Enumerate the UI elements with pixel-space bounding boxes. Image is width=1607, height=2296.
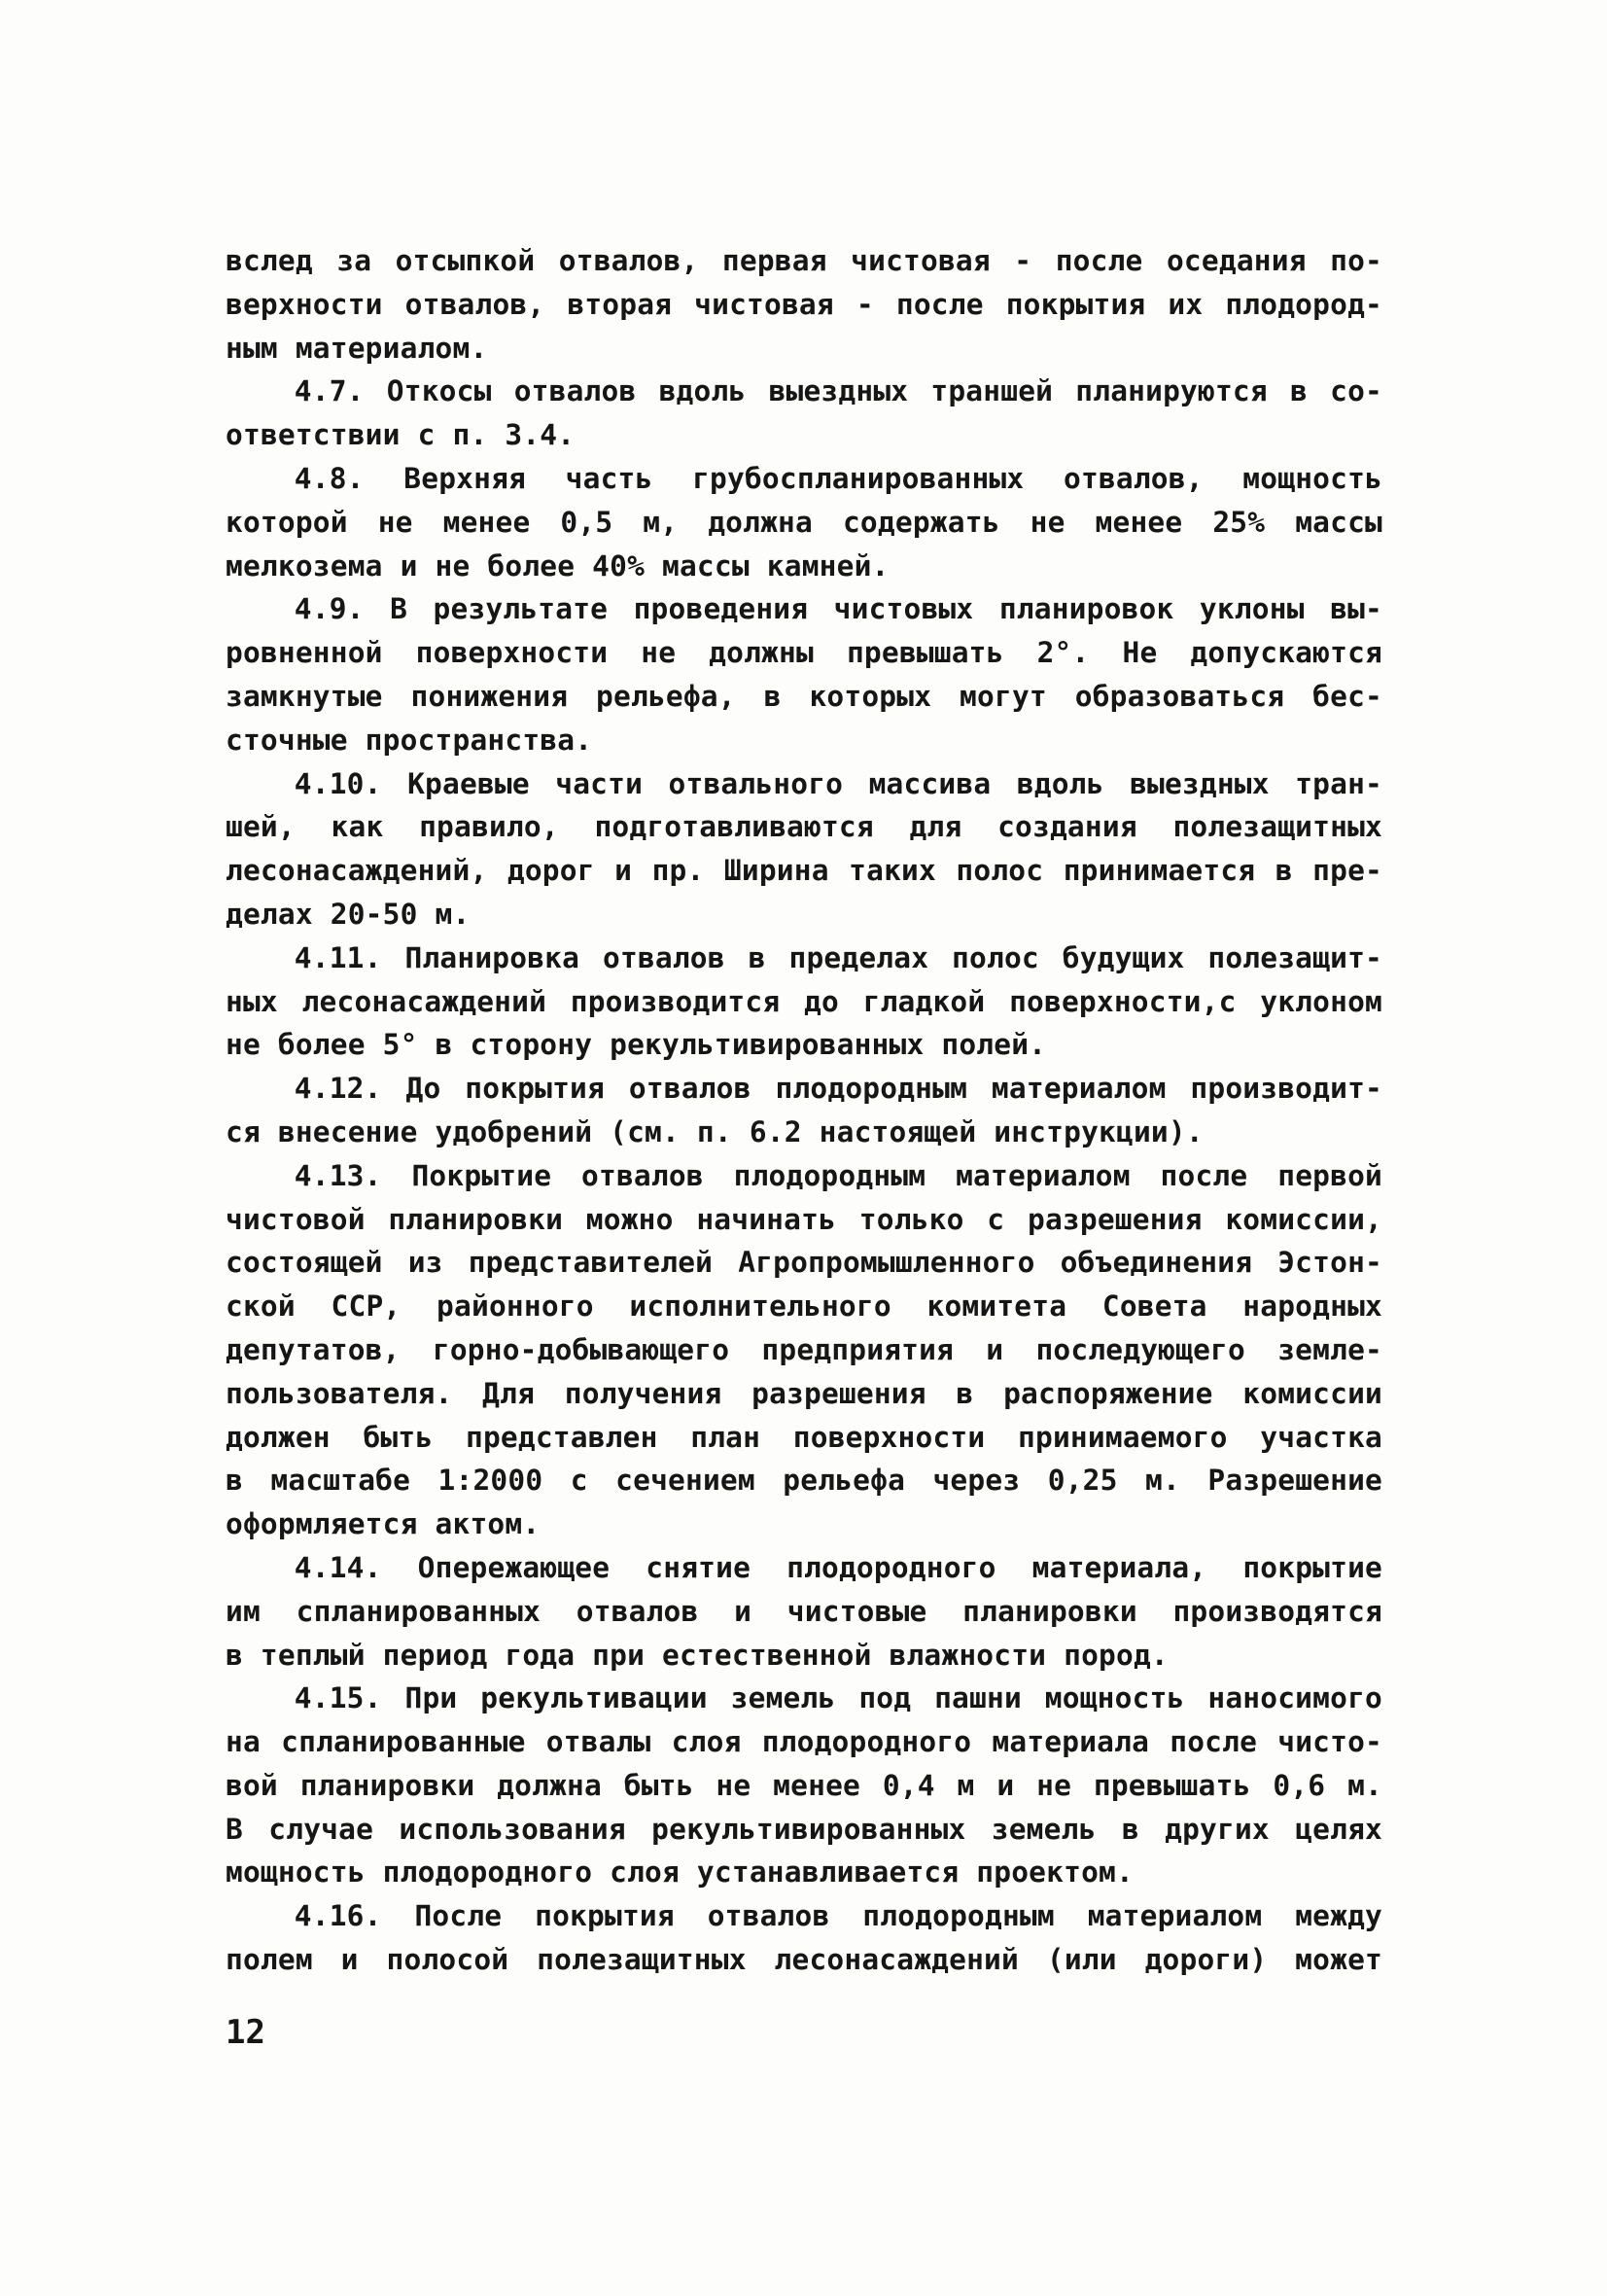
text-line: не более 5° в сторону рекультивированных полей.: [226, 1028, 1047, 1062]
text-line: 4.13. Покрытие отвалов плодородным материалом после первой: [294, 1158, 1382, 1192]
text-line: оформляется актом.: [226, 1507, 541, 1541]
text-line: в масштабе 1:2000 с сечением рельефа через 0,25 м. Разрешение: [226, 1464, 1382, 1498]
text-line: которой не менее 0,5 м, должна содержать не менее 25% массы: [226, 505, 1382, 539]
text-line: ровненной поверхности не должны превышать 2°. Не допускаются: [226, 636, 1382, 670]
body-text: [226, 239, 1382, 1982]
text-line: им спланированных отвалов и чистовые планировки производятся: [226, 1594, 1382, 1628]
text-line: 4.11. Планировка отвалов в пределах полос будущих полезащит-: [294, 940, 1382, 974]
text-line: ответствии с п. 3.4.: [226, 418, 576, 452]
text-line: 4.14. Опережающее снятие плодородного материала, покрытие: [294, 1550, 1382, 1584]
text-line: депутатов, горно-добывающего предприятия и последующего земле-: [226, 1332, 1382, 1366]
text-line: вой планировки должна быть не менее 0,4 м и не превышать 0,6 м.: [226, 1768, 1382, 1802]
page-number: 12: [226, 2013, 265, 2052]
text-line: ской ССР, районного исполнительного комитета Совета народных: [226, 1289, 1382, 1324]
text-line: лесонасаждений, дорог и пр. Ширина таких полос принимается в пре-: [226, 854, 1382, 888]
text-line: 4.12. До покрытия отвалов плодородным материалом производит-: [294, 1072, 1382, 1106]
text-line: шей, как правило, подготавливаются для создания полезащитных: [226, 810, 1382, 844]
text-line: верхности отвалов, вторая чистовая - после покрытия их плодород-: [226, 287, 1382, 321]
text-line: ных лесонасаждений производится до гладкой поверхности,с уклоном: [226, 984, 1382, 1018]
text-line: 4.15. При рекультивации земель под пашни мощность наносимого: [294, 1681, 1382, 1715]
text-line: 4.8. Верхняя часть грубоспланированных отвалов, мощность: [294, 461, 1382, 495]
text-line: в теплый период года при естественной влажности пород.: [226, 1638, 1169, 1672]
text-line: состоящей из представителей Агропромышленного объединения Эстон-: [226, 1246, 1382, 1280]
text-line: ся внесение удобрений (см. п. 6.2 настоящей инструкции).: [226, 1114, 1204, 1148]
text-line: сточные пространства.: [226, 723, 593, 757]
text-line: ным материалом.: [226, 331, 488, 365]
text-line: мощность плодородного слоя устанавливается проектом.: [226, 1855, 1134, 1890]
text-line: на спланированные отвалы слоя плодородного материала после чисто-: [226, 1725, 1382, 1759]
text-line: 4.10. Краевые части отвального массива вдоль выездных тран-: [294, 766, 1382, 800]
text-line: В случае использования рекультивированных земель в других целях: [226, 1812, 1382, 1846]
text-line: 4.16. После покрытия отвалов плодородным материалом между: [294, 1899, 1382, 1933]
text-line: делах 20-50 м.: [226, 897, 471, 931]
text-line: пользователя. Для получения разрешения в распоряжение комиссии: [226, 1376, 1382, 1410]
text-line: мелкозема и не более 40% массы камней.: [226, 548, 890, 583]
text-line: замкнутые понижения рельефа, в которых могут образоваться бес-: [226, 679, 1382, 713]
text-line: должен быть представлен план поверхности принимаемого участка: [226, 1420, 1382, 1454]
text-line: 4.9. В результате проведения чистовых планировок уклоны вы-: [294, 592, 1382, 626]
text-line: чистовой планировки можно начинать только с разрешения комиссии,: [226, 1202, 1382, 1236]
text-line: вслед за отсыпкой отвалов, первая чистовая - после оседания по-: [226, 244, 1382, 277]
text-line: 4.7. Откосы отвалов вдоль выездных траншей планируются в со-: [294, 374, 1382, 408]
text-line: полем и полосой полезащитных лесонасаждений (или дороги) может: [226, 1943, 1382, 1977]
